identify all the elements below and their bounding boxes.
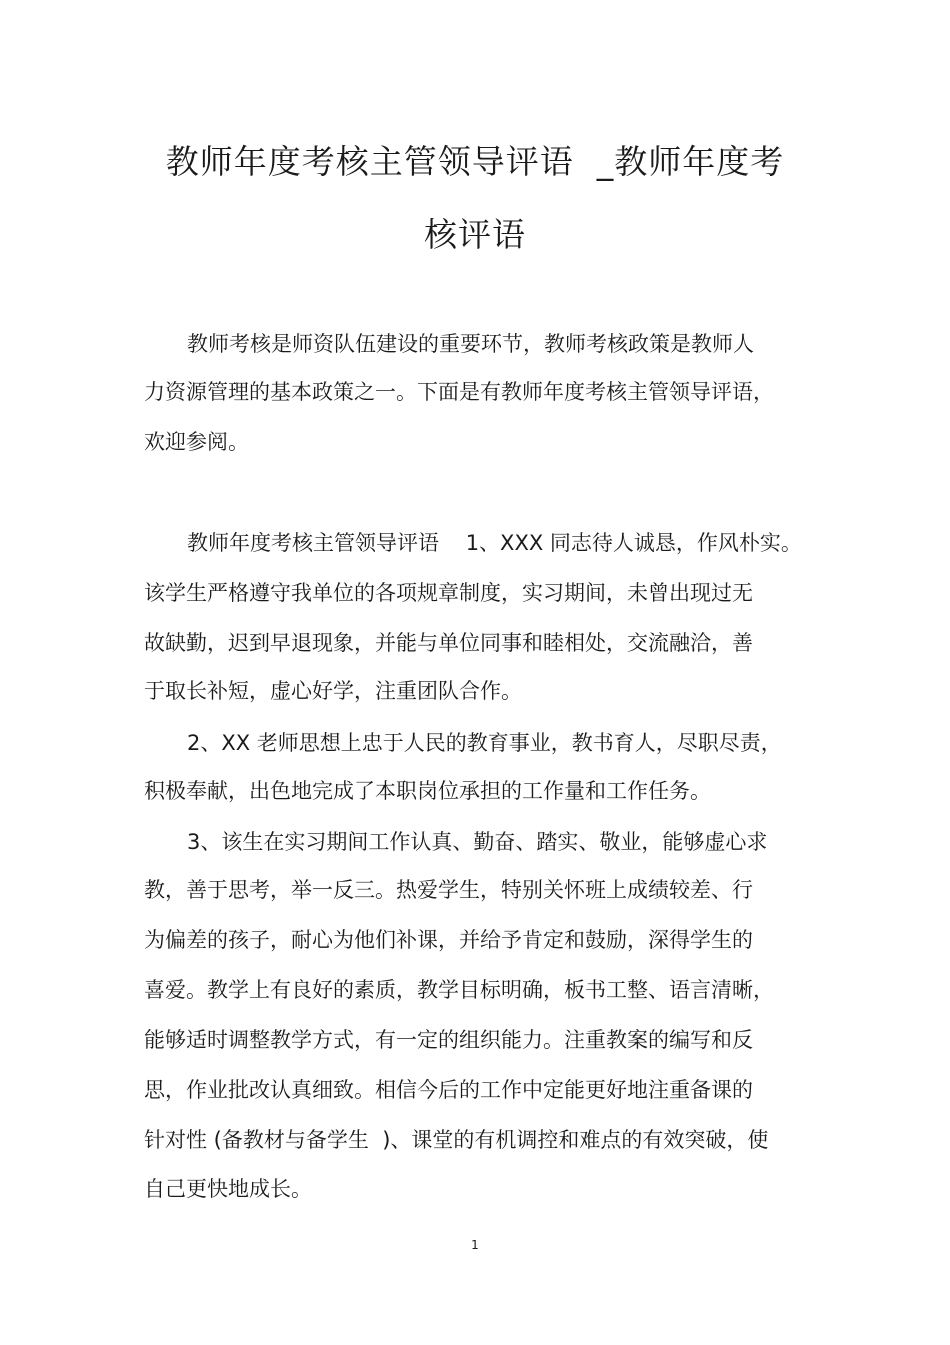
comment-3-line-8: 自己更快地成长。 [144,1177,312,1201]
comment-1-line-4: 于取长补短，虚心好学，注重团队合作。 [144,679,522,703]
comment-3-line-7: 针对性 (备教材与备学生 )、课堂的有机调控和难点的有效突破，使 [144,1128,769,1152]
comment-2-line-1: 2、XX 老师思想上忠于人民的教育事业，教书育人，尽职尽责， [187,731,782,755]
page-number: 1 [471,1238,479,1252]
intro-line-1: 教师考核是师资队伍建设的重要环节，教师考核政策是教师人 [187,332,754,356]
document-title-line-2: 核评语 [424,215,526,254]
document-title-line-1: 教师年度考核主管领导评语 _教师年度考 [165,142,785,181]
comment-1-line-3: 故缺勤，迟到早退现象，并能与单位同事和睦相处，交流融洽，善 [144,631,753,655]
comment-2-line-2: 积极奉献，出色地完成了本职岗位承担的工作量和工作任务。 [144,779,711,803]
intro-line-3: 欢迎参阅。 [144,430,249,454]
comment-1-line-1: 教师年度考核主管领导评语 1、XXX 同志待人诚恳，作风朴实。 [187,531,802,555]
comment-3-line-3: 为偏差的孩子，耐心为他们补课，并给予肯定和鼓励，深得学生的 [144,928,753,952]
intro-line-2: 力资源管理的基本政策之一。下面是有教师年度考核主管领导评语， [144,380,774,404]
comment-3-line-6: 思，作业批改认真细致。相信今后的工作中定能更好地注重备课的 [144,1078,753,1102]
comment-3-line-4: 喜爱。教学上有良好的素质，教学目标明确，板书工整、语言清晰， [144,978,774,1002]
comment-3-line-1: 3、该生在实习期间工作认真、勤奋、踏实、敬业，能够虚心求 [187,830,768,854]
comment-3-line-2: 教，善于思考，举一反三。热爱学生，特别关怀班上成绩较差、行 [144,878,753,902]
comment-3-line-5: 能够适时调整教学方式，有一定的组织能力。注重教案的编写和反 [144,1028,753,1052]
comment-1-line-2: 该学生严格遵守我单位的各项规章制度，实习期间，未曾出现过无 [144,581,753,605]
